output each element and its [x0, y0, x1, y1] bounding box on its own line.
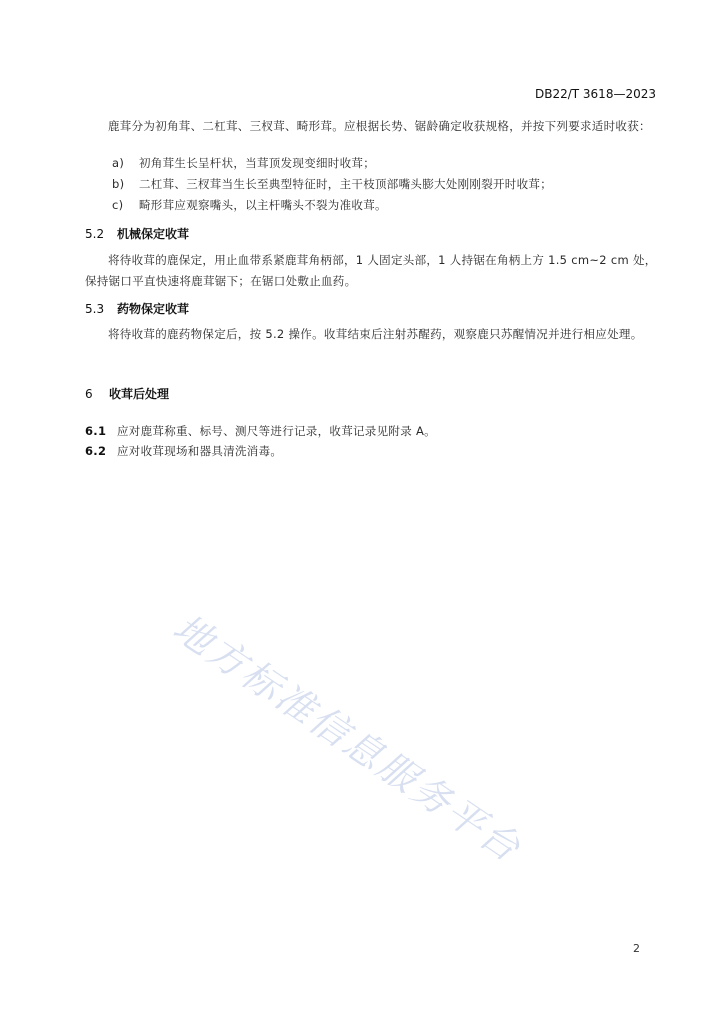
- section-title: 机械保定收茸: [117, 227, 190, 241]
- list-item: [112, 153, 657, 174]
- list-item: [112, 174, 657, 195]
- section-heading-6: [85, 385, 169, 402]
- list-marker: b): [112, 177, 125, 191]
- list-item-text: 二杠茸、三杈茸当生长至典型特征时，主干枝顶部嘴头膨大处刚刚裂开时收茸；: [139, 177, 552, 191]
- clause-number: 6.1: [85, 424, 107, 438]
- section-number: 6: [85, 387, 93, 401]
- section-heading-5-2: [85, 225, 189, 242]
- list-marker: a): [112, 156, 125, 170]
- section-title: 收茸后处理: [109, 387, 170, 401]
- section-5-3-paragraph: 将待收茸的鹿药物保定后，按 5.2 操作。收茸结束后注射苏醒药，观察鹿只苏醒情况并进行相应处理。: [108, 327, 643, 341]
- list-marker: c): [112, 198, 124, 212]
- section-number: 5.3: [85, 302, 105, 316]
- clause-text: 应对收茸现场和器具清洗消毒。: [117, 444, 283, 458]
- clause-text: 应对鹿茸称重、标号、测尺等进行记录，收茸记录见附录 A。: [117, 424, 436, 438]
- section-number: 5.2: [85, 227, 105, 241]
- intro-paragraph: 鹿茸分为初角茸、二杠茸、三杈茸、畸形茸。应根据长势、锯龄确定收获规格，并按下列要求适时收获：: [108, 119, 651, 133]
- section-5-2-paragraph: 将待收茸的鹿保定，用止血带系紧鹿茸角柄部，1 人固定头部，1 人持锯在角柄上方 1.5 cm~2 cm 处，保持锯口平直快速将鹿茸锯下；在锯口处敷止血药。: [85, 253, 657, 288]
- section-heading-5-3: [85, 300, 189, 317]
- page-number: 2: [633, 942, 640, 955]
- list-item: [112, 195, 657, 216]
- standard-code: DB22/T 3618—2023: [534, 87, 656, 101]
- clause-6-1: [85, 423, 436, 439]
- watermark: 地方标准信息服务平台: [165, 605, 530, 872]
- list-item-text: 初角茸生长呈杆状，当茸顶发现变细时收茸；: [139, 156, 375, 170]
- clause-number: 6.2: [85, 444, 107, 458]
- clause-6-2: [85, 443, 282, 459]
- list-item-text: 畸形茸应观察嘴头，以主杆嘴头不裂为准收茸。: [139, 198, 387, 212]
- section-title: 药物保定收茸: [117, 302, 190, 316]
